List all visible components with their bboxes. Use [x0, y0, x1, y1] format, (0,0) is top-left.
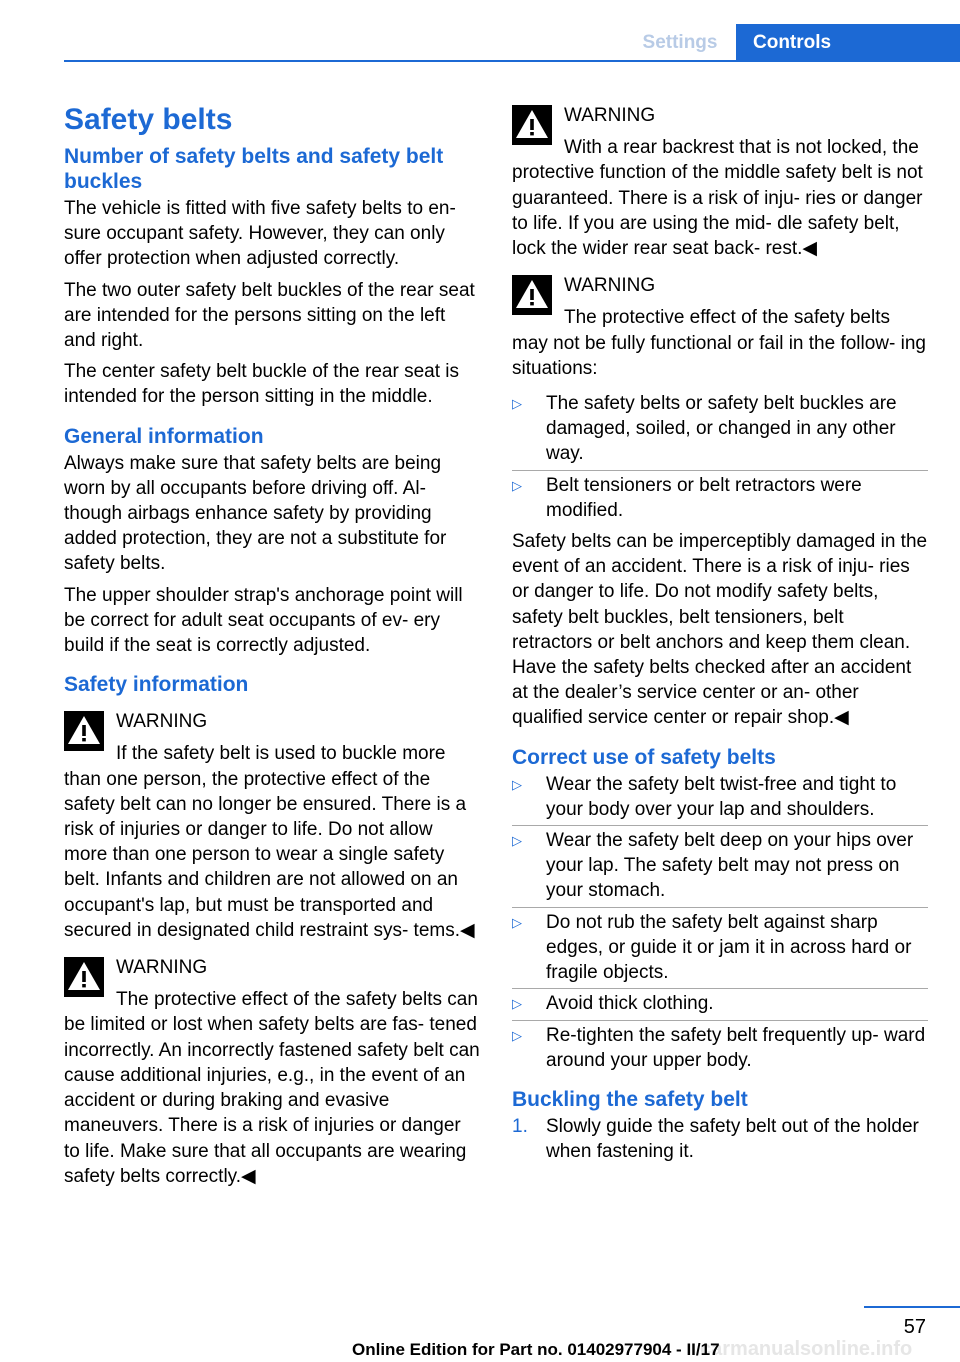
warning-icon	[512, 275, 552, 315]
warning-label: WARNING	[116, 957, 208, 979]
page-number: 57	[903, 1316, 926, 1338]
warning-text: The protective effect of the safety belts can be limited or lost when safety belts are fas‐ tened incorrectly. An incorrectly fastened safety belt can cause additional injuries, e.g., in the event of an accident or during braking and evasive maneuvers. There is a risk of injuries or danger to life. Make sure that all occupants are wearing safety belts correctly.◀	[64, 989, 480, 1187]
paragraph: Always make sure that safety belts are being worn by all occupants before driving off. Al‐ though airbags enhance safety by providing added protection, they are not a substitute for safety belts.	[64, 452, 447, 575]
step-item: 1. Slowly guide the safety belt out of the holder when fastening it.	[512, 1115, 919, 1163]
warning-block	[512, 103, 928, 261]
list-item: ▷ Re-tighten the safety belt frequently up‐ ward around your upper body.	[512, 1024, 926, 1071]
bullet-icon: ▷	[512, 996, 522, 1012]
header-rule	[64, 60, 960, 62]
bullet-icon: ▷	[512, 396, 522, 412]
tab-settings[interactable]: Settings	[642, 32, 718, 53]
paragraph: The center safety belt buckle of the rear seat is intended for the person sitting in the middle.	[64, 361, 459, 408]
section-heading-general-information: General information	[64, 424, 264, 448]
section-heading-correct-use: Correct use of safety belts	[512, 745, 776, 769]
page-title: Safety belts	[64, 103, 233, 136]
bullet-icon: ▷	[512, 914, 522, 930]
warning-label: WARNING	[564, 105, 656, 126]
warning-icon	[64, 711, 104, 751]
warning-label: WARNING	[564, 275, 656, 297]
bullet-icon: ▷	[512, 477, 522, 493]
bullet-icon: ▷	[512, 776, 522, 792]
list-item: ▷ Do not rub the safety belt against sharp edges, or guide it or jam it in across hard or fragile objects.	[512, 910, 928, 986]
footer-rule	[864, 1306, 960, 1308]
paragraph: The upper shoulder strap's anchorage point will be correct for adult seat occupants of ev‐ ery build if the seat is correctly adjusted.	[64, 584, 463, 657]
bullet-icon: ▷	[512, 833, 522, 849]
section-heading-buckling: Buckling the safety belt	[512, 1087, 748, 1111]
paragraph: The vehicle is fitted with five safety belts to en‐ sure occupant safety. However, they can only offer protection when adjusted correctly.	[64, 198, 456, 270]
watermark: carmanualsonline.info	[700, 1338, 913, 1360]
correct-use-list	[512, 772, 928, 1073]
list-item: ▷ Belt tensioners or belt retractors were modified.	[512, 474, 862, 521]
list-item: ▷ Avoid thick clothing.	[512, 991, 928, 1016]
tab-controls[interactable]: Controls	[736, 24, 960, 62]
section-heading-number-of-belts: Number of safety belts and safety belt buckles	[64, 145, 444, 193]
warning-icon	[512, 105, 552, 145]
warning-text: The protective effect of the safety belts may not be fully functional or fail in the follow‐ ing situations:	[512, 307, 926, 379]
warning-text: With a rear backrest that is not locked, the protective function of the middle safety belt is not guaranteed. There is a risk of inju‐ ries or danger to life. If you are using the mid‐ dle safety belt, lock the wider rear seat back‐ rest.◀	[512, 137, 923, 260]
right-column	[512, 103, 928, 1170]
step-number: 1.	[512, 1115, 528, 1137]
paragraph: The two outer safety belt buckles of the rear seat are intended for the persons sitting on the left and right.	[64, 279, 475, 352]
paragraph: Safety belts can be imperceptibly damaged in the event of an accident. There is a risk of inju‐ ries or danger to life. Do not modify safety belts, safety belt buckles, belt tensioners, belt retractors or belt anchors and keep them clean. Have the safety belts checked after an accident at the dealer’s service center or an‐ other qualified service center or repair shop.◀	[512, 531, 928, 729]
warning-block	[64, 709, 480, 943]
warning-block	[64, 955, 480, 1189]
list-item: ▷ Wear the safety belt deep on your hips over your lap. The safety belt may not press on your stomach.	[512, 828, 928, 904]
left-column	[64, 100, 480, 1199]
warning-list	[512, 391, 928, 523]
list-item: ▷ The safety belts or safety belt buckles are damaged, soiled, or changed in any other way.	[512, 391, 928, 467]
edition-footer: Online Edition for Part no. 01402977904 - II/17	[352, 1340, 720, 1359]
bullet-icon: ▷	[512, 1027, 522, 1043]
warning-text: If the safety belt is used to buckle more than one person, the protective effect of the safety belt can no longer be ensured. There is a risk of injuries or danger to life. Do not allow more than one person to wear a single safety belt. Infants and children are not allowed on an occupant's lap, but must be transported and secured in designated child restraint sys‐ tems.◀	[64, 743, 475, 941]
warning-label: WARNING	[116, 711, 208, 733]
warning-icon	[64, 957, 104, 997]
steps-list	[512, 1114, 928, 1164]
warning-block	[512, 273, 928, 381]
section-heading-safety-information: Safety information	[64, 673, 249, 697]
list-item: ▷ Wear the safety belt twist-free and tight to your body over your lap and shoulders.	[512, 772, 928, 822]
